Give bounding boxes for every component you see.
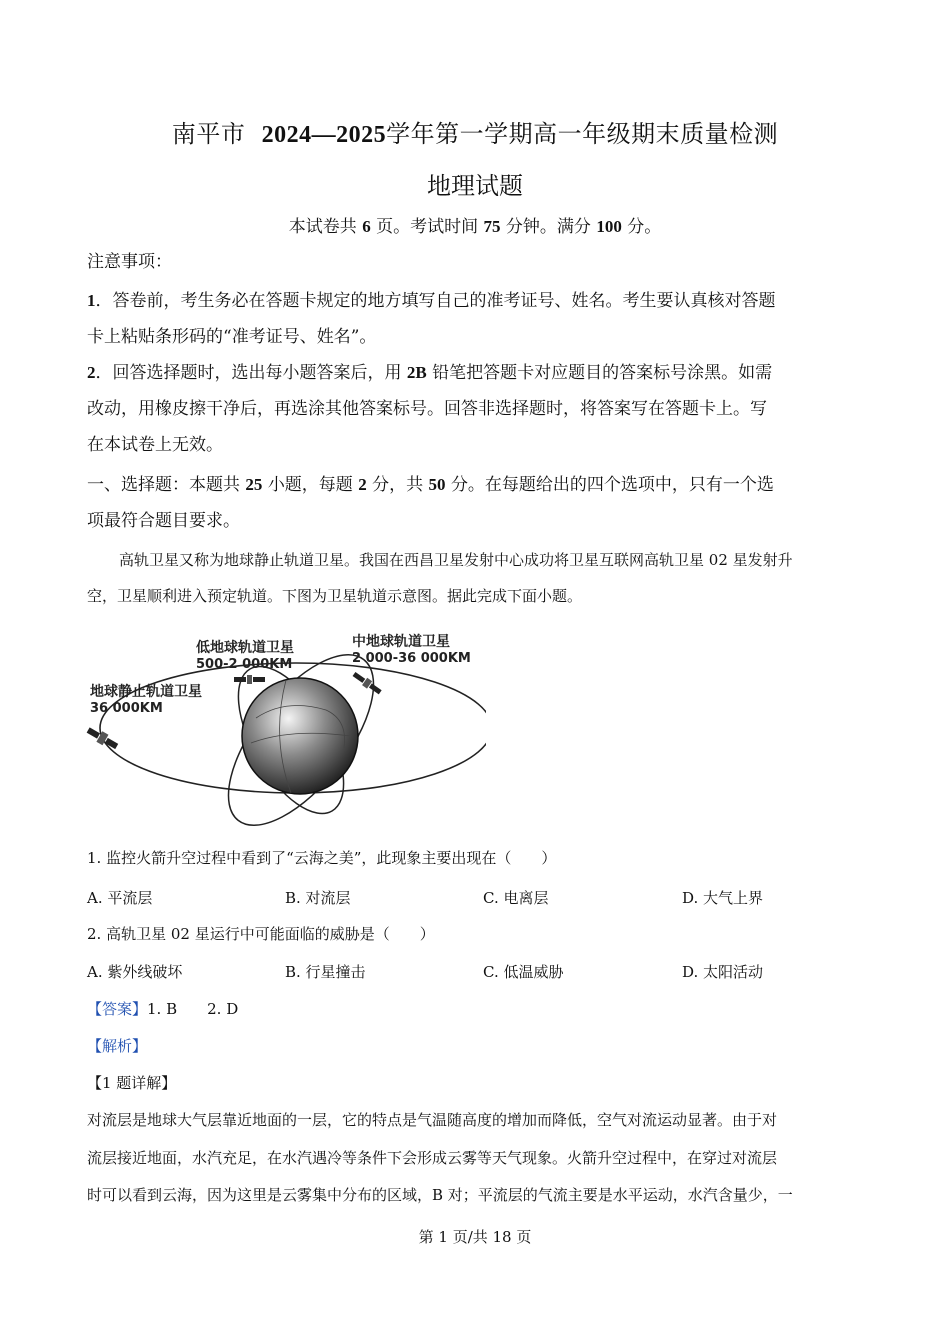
low-orbit-range: 500-2 000KM (196, 657, 293, 672)
section-text: 分，共 (372, 475, 424, 495)
detail-label: 【1 题详解】 (87, 1074, 177, 1092)
section-1-line1 (87, 467, 872, 503)
option-b: B. 对流层 (285, 889, 351, 907)
meta-text: 分钟。满分 (505, 217, 591, 237)
pencil-type: 2B (406, 363, 427, 382)
section-text: 小题，每题 (267, 475, 353, 495)
meta-text: 本试卷共 (288, 217, 357, 237)
geo-orbit-range: 36 000KM (90, 701, 163, 716)
mid-orbit-label: 中地球轨道卫星 (352, 634, 450, 650)
notice-item-num: 1 (87, 291, 96, 310)
title-prefix: 南平市 (171, 120, 246, 148)
question-count: 25 (245, 475, 263, 494)
analysis-line1: 对流层是地球大气层靠近地面的一层，它的特点是气温随高度的增加而降低，空气对流运动显著。由于对 (87, 1111, 778, 1129)
notice-item-2-line2: 改动，用橡皮擦干净后，再选涂其他答案标号。回答非选择题时，将答案写在答题卡上。写 (87, 399, 767, 419)
option-a: A. 紫外线破坏 (87, 963, 183, 981)
points-each: 2 (358, 475, 367, 494)
geo-orbit-label: 地球静止轨道卫星 (90, 684, 202, 700)
meta-text: 分。 (627, 217, 662, 237)
notice-item-text: ．回答选择题时，选出每小题答案后，用 (95, 363, 402, 383)
option-c: C. 低温威胁 (483, 963, 564, 981)
question-1-stem: 1. 监控火箭升空过程中看到了“云海之美”，此现象主要出现在（ ） (87, 849, 557, 867)
meta-pages: 6 (362, 217, 371, 236)
geo-orbit-satellite-icon (86, 725, 120, 752)
exam-meta (0, 212, 950, 237)
option-c: C. 电离层 (483, 889, 549, 907)
notice-item-1-line2: 卡上粘贴条形码的“准考证号、姓名”。 (87, 327, 377, 347)
notice-item-1-line1 (87, 283, 872, 319)
answer-text: 1. B 2. D (147, 1000, 239, 1018)
points-total: 50 (428, 475, 446, 494)
notice-item-2-line3: 在本试卷上无效。 (87, 435, 223, 455)
exam-subtitle: 地理试题 (427, 172, 523, 200)
title-suffix: 学年第一学期高一年级期末质量检测 (386, 120, 779, 148)
notice-item-2 (87, 355, 872, 463)
question-1-options (87, 887, 872, 911)
meta-text: 页。考试时间 (376, 217, 479, 237)
option-b: B. 行星撞击 (285, 963, 366, 981)
notice-heading: 注意事项： (87, 252, 172, 272)
low-orbit-label: 低地球轨道卫星 (196, 640, 294, 656)
section-1-line2: 项最符合题目要求。 (87, 511, 240, 531)
notice-item-text: ．答卷前，考生务必在答题卡规定的地方填写自己的准考证号、姓名。考生要认真核对答题 (95, 291, 776, 311)
answer-line (87, 991, 872, 1027)
option-d: D. 太阳活动 (682, 963, 764, 981)
notice-item-text: 铅笔把答题卡对应题目的答案标号涂黑。如需 (432, 363, 773, 383)
mid-orbit-satellite-icon (351, 670, 382, 696)
notice-item-1 (87, 283, 872, 355)
answer-label: 【答案】 (87, 1000, 148, 1018)
title-years: 2024—2025 (261, 122, 387, 148)
passage-line1: 高轨卫星又称为地球静止轨道卫星。我国在西昌卫星发射中心成功将卫星互联网高轨卫星 02 星发射升 (119, 551, 793, 569)
section-1-header (87, 467, 872, 539)
mid-orbit-range: 2 000-36 000KM (352, 651, 471, 666)
analysis-label: 【解析】 (87, 1037, 148, 1055)
meta-minutes: 75 (483, 217, 501, 236)
passage-line2: 空，卫星顺利进入预定轨道。下图为卫星轨道示意图。据此完成下面小题。 (87, 587, 583, 605)
section-text: 一、选择题：本题共 (87, 475, 240, 495)
analysis-line3: 时可以看到云海，因为这里是云雾集中分布的区域，B 对；平流层的气流主要是水平运动，水汽含量少，一 (87, 1186, 793, 1204)
exam-title (0, 114, 950, 149)
option-d: D. 大气上界 (682, 889, 764, 907)
low-orbit-satellite-icon (234, 675, 265, 684)
question-2-options (87, 961, 872, 985)
section-text: 分。在每题给出的四个选项中，只有一个选 (450, 475, 774, 495)
page-footer: 第 1 页/共 18 页 (418, 1228, 532, 1246)
analysis-line2: 流层接近地面，水汽充足，在水汽遇冷等条件下会形成云雾等天气现象。火箭升空过程中，在穿过对流层 (87, 1149, 778, 1167)
meta-score: 100 (596, 217, 622, 236)
question-2-stem: 2. 高轨卫星 02 星运行中可能面临的威胁是（ ） (87, 925, 435, 943)
option-a: A. 平流层 (87, 889, 153, 907)
notice-item-num: 2 (87, 363, 96, 382)
satellite-orbit-diagram (86, 628, 486, 833)
earth-globe (242, 678, 358, 794)
notice-item-2-line1 (87, 355, 872, 391)
